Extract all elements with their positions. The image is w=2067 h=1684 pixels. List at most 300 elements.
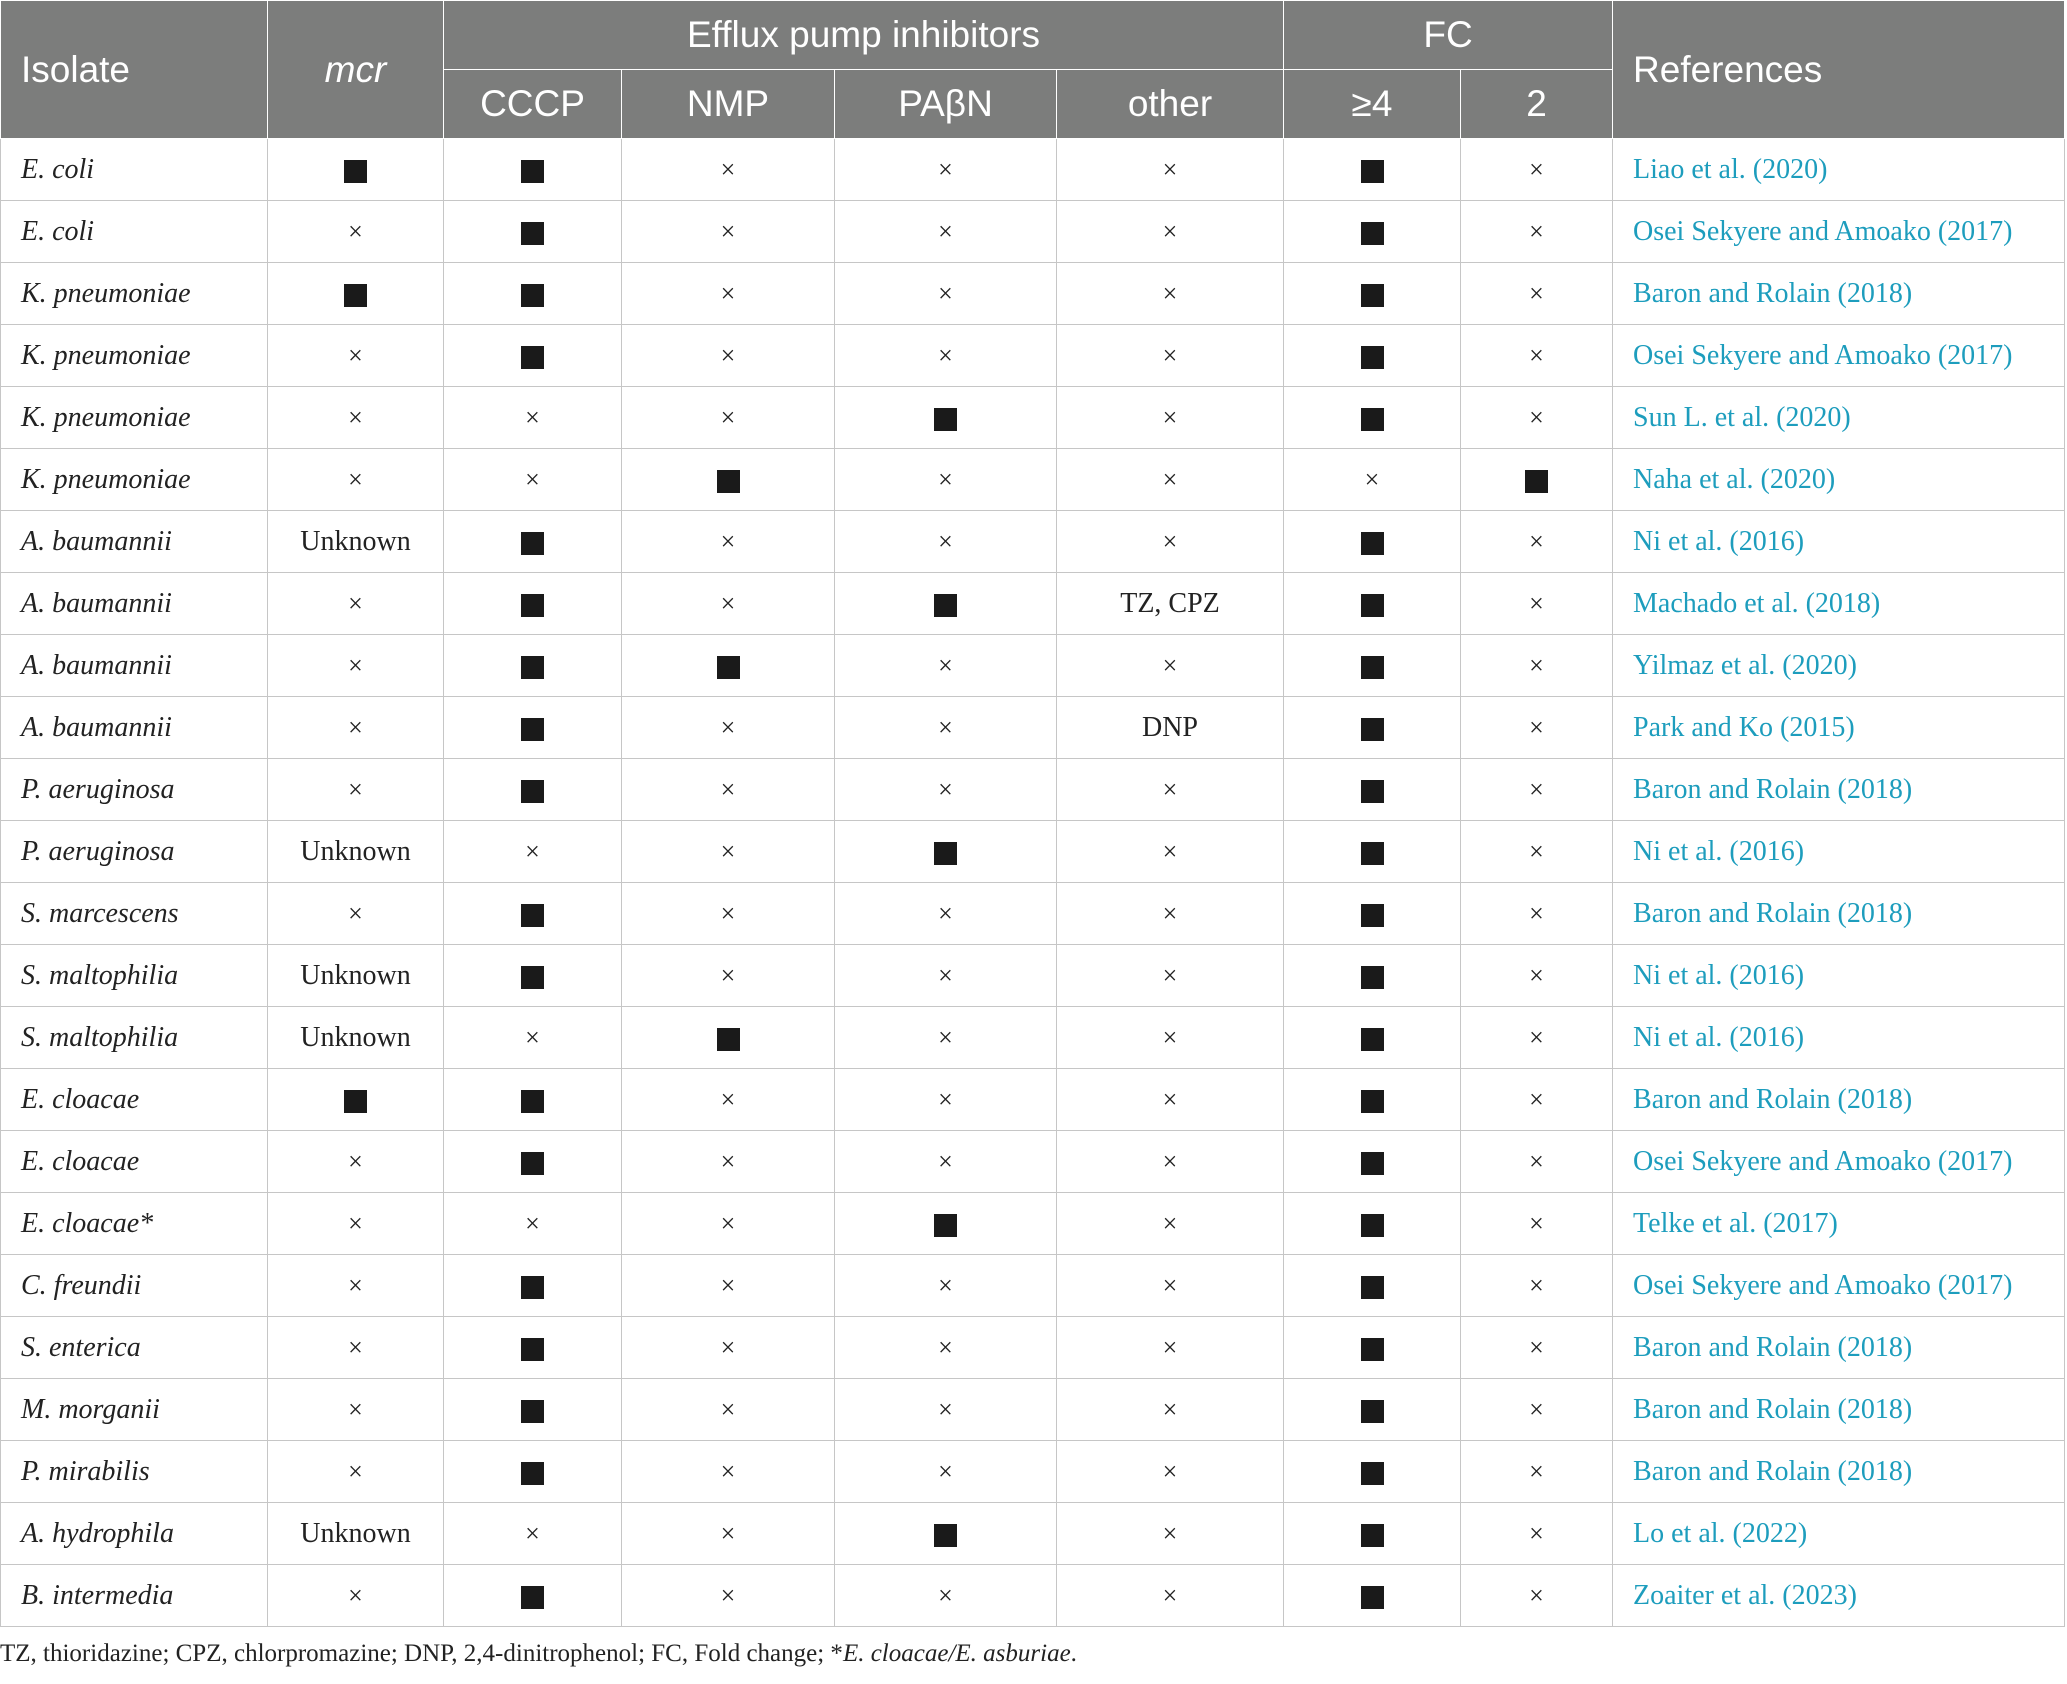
cross-marker: × [348,1456,363,1486]
reference-link[interactable]: Yilmaz et al. (2020) [1633,649,1857,681]
cross-marker: × [1529,1022,1544,1052]
cell-isolate: P. mirabilis [1,1441,268,1503]
cross-marker: × [1162,650,1178,680]
filled-square-marker [1361,1524,1384,1547]
cell-pabn [835,1503,1057,1565]
cell-fc4 [1284,635,1461,697]
cell-text: TZ, CPZ [1120,587,1220,619]
cross-marker: × [720,1518,736,1548]
cell-reference [1613,387,2065,449]
cell-text: Unknown [300,525,411,557]
cell-mcr [268,635,444,697]
filled-square-marker [717,470,740,493]
cross-marker: × [1162,526,1178,556]
table-row [1,387,2065,449]
header-fc: FC [1284,1,1613,70]
filled-square-marker [1361,1276,1384,1299]
cross-marker: × [720,960,736,990]
filled-square-marker [1361,408,1384,431]
filled-square-marker [934,1214,957,1237]
cross-marker: × [938,340,953,370]
cell-cccp [444,635,622,697]
cell-fc2 [1461,821,1613,883]
filled-square-marker [521,904,544,927]
cross-marker: × [1162,836,1178,866]
cell-cccp [444,1379,622,1441]
table-row [1,449,2065,511]
cell-pabn [835,697,1057,759]
filled-square-marker [521,1338,544,1361]
cell-nmp [622,449,835,511]
filled-square-marker [344,1090,367,1113]
cross-marker: × [1162,340,1178,370]
cell-fc2 [1461,1255,1613,1317]
reference-link[interactable]: Ni et al. (2016) [1633,1021,1805,1053]
table-row [1,1131,2065,1193]
reference-link[interactable]: Baron and Rolain (2018) [1633,1393,1913,1425]
cross-marker: × [1162,1332,1178,1362]
cross-marker: × [720,1332,736,1362]
cell-fc4 [1284,1069,1461,1131]
cell-nmp [622,1565,835,1627]
cell-other [1057,759,1284,821]
cell-nmp [622,325,835,387]
cell-pabn [835,1193,1057,1255]
cell-cccp [444,511,622,573]
filled-square-marker [1361,1462,1384,1485]
cross-marker: × [525,1022,540,1052]
cell-isolate: A. baumannii [1,511,268,573]
cross-marker: × [1162,154,1178,184]
filled-square-marker [1361,1214,1384,1237]
reference-link[interactable]: Park and Ko (2015) [1633,711,1855,743]
cell-other [1057,263,1284,325]
filled-square-marker [1361,1028,1384,1051]
table-row [1,821,2065,883]
table-row [1,635,2065,697]
cell-fc4 [1284,883,1461,945]
cell-isolate: A. baumannii [1,635,268,697]
cell-other [1057,1503,1284,1565]
cross-marker: × [1162,1146,1178,1176]
cell-fc2 [1461,1441,1613,1503]
cell-nmp [622,387,835,449]
cross-marker: × [348,774,363,804]
cross-marker: × [348,588,363,618]
cross-marker: × [1162,278,1178,308]
cross-marker: × [1529,526,1544,556]
cell-pabn [835,1565,1057,1627]
cross-marker: × [720,774,736,804]
cell-pabn [835,1007,1057,1069]
cell-pabn [835,1069,1057,1131]
cell-nmp [622,1007,835,1069]
cell-mcr [268,1193,444,1255]
cell-fc4 [1284,759,1461,821]
table-row [1,1255,2065,1317]
cell-isolate: S. maltophilia [1,945,268,1007]
filled-square-marker [521,656,544,679]
filled-square-marker [521,594,544,617]
cell-fc4 [1284,821,1461,883]
cross-marker: × [525,1518,540,1548]
table-row [1,1193,2065,1255]
cell-mcr [268,1379,444,1441]
cross-marker: × [1529,1580,1544,1610]
footnote-italic: E. cloacae/E. asburiae [842,1640,1071,1667]
cell-pabn [835,201,1057,263]
reference-link[interactable]: Baron and Rolain (2018) [1633,897,1913,929]
cell-mcr [268,945,444,1007]
cell-cccp [444,1565,622,1627]
filled-square-marker [1361,160,1384,183]
reference-link[interactable]: Osei Sekyere and Amoako (2017) [1633,1145,2013,1177]
cell-pabn [835,635,1057,697]
cross-marker: × [1529,774,1544,804]
reference-link[interactable]: Machado et al. (2018) [1633,587,1881,619]
cell-mcr [268,1069,444,1131]
reference-link[interactable]: Baron and Rolain (2018) [1633,1455,1913,1487]
cell-other [1057,511,1284,573]
cross-marker: × [525,464,540,494]
cell-fc2 [1461,1193,1613,1255]
cell-pabn [835,1317,1057,1379]
filled-square-marker [344,160,367,183]
cross-marker: × [720,154,736,184]
filled-square-marker [1361,656,1384,679]
table-row [1,1565,2065,1627]
reference-link[interactable]: Telke et al. (2017) [1633,1207,1838,1239]
cell-reference [1613,573,2065,635]
reference-link[interactable]: Zoaiter et al. (2023) [1633,1579,1857,1611]
cell-fc2 [1461,325,1613,387]
filled-square-marker [1361,1338,1384,1361]
cell-fc2 [1461,263,1613,325]
filled-square-marker [521,966,544,989]
cell-reference [1613,1565,2065,1627]
cross-marker: × [1162,402,1178,432]
cell-reference [1613,1069,2065,1131]
table-row [1,1503,2065,1565]
cell-reference [1613,821,2065,883]
cell-cccp [444,263,622,325]
cross-marker: × [1529,340,1544,370]
cell-mcr [268,387,444,449]
cell-fc4 [1284,1255,1461,1317]
filled-square-marker [521,780,544,803]
cross-marker: × [1529,712,1544,742]
filled-square-marker [521,1586,544,1609]
cross-marker: × [938,464,953,494]
cross-marker: × [1162,216,1178,246]
cell-pabn [835,511,1057,573]
cell-cccp [444,573,622,635]
header-fc-2: 2 [1461,70,1613,139]
filled-square-marker [934,842,957,865]
cell-isolate: K. pneumoniae [1,325,268,387]
filled-square-marker [521,222,544,245]
filled-square-marker [1361,780,1384,803]
cell-cccp [444,945,622,1007]
cell-reference [1613,697,2065,759]
cell-mcr [268,1441,444,1503]
cell-pabn [835,945,1057,1007]
cell-nmp [622,759,835,821]
cell-mcr [268,883,444,945]
cell-cccp [444,1255,622,1317]
cell-fc4 [1284,263,1461,325]
reference-link[interactable]: Baron and Rolain (2018) [1633,1331,1913,1363]
cell-fc2 [1461,387,1613,449]
filled-square-marker [521,284,544,307]
cross-marker: × [1529,1208,1544,1238]
cell-cccp [444,1193,622,1255]
cell-isolate: K. pneumoniae [1,387,268,449]
cell-other [1057,1131,1284,1193]
cross-marker: × [1529,898,1544,928]
cell-reference [1613,1317,2065,1379]
cell-pabn [835,449,1057,511]
filled-square-marker [934,594,957,617]
cross-marker: × [1529,1332,1544,1362]
cell-fc2 [1461,1503,1613,1565]
cell-cccp [444,883,622,945]
reference-link[interactable]: Liao et al. (2020) [1633,153,1828,185]
cell-fc4 [1284,945,1461,1007]
cross-marker: × [1162,1022,1178,1052]
cell-isolate: E. cloacae [1,1131,268,1193]
cell-isolate: A. hydrophila [1,1503,268,1565]
reference-link[interactable]: Ni et al. (2016) [1633,835,1805,867]
footnote-end: . [1070,1640,1077,1667]
cell-fc2 [1461,1131,1613,1193]
cell-isolate: S. marcescens [1,883,268,945]
cross-marker: × [525,1208,540,1238]
cell-cccp [444,387,622,449]
cross-marker: × [720,1394,736,1424]
cell-cccp [444,1131,622,1193]
filled-square-marker [521,1090,544,1113]
filled-square-marker [521,532,544,555]
cell-fc2 [1461,759,1613,821]
cross-marker: × [348,464,363,494]
cell-nmp [622,1379,835,1441]
cell-nmp [622,1193,835,1255]
cell-other [1057,1441,1284,1503]
cell-fc4 [1284,1379,1461,1441]
filled-square-marker [934,1524,957,1547]
cell-fc4 [1284,1131,1461,1193]
cell-pabn [835,387,1057,449]
table-row [1,201,2065,263]
cell-mcr [268,449,444,511]
reference-link[interactable]: Osei Sekyere and Amoako (2017) [1633,215,2013,247]
cell-nmp [622,201,835,263]
filled-square-marker [1361,718,1384,741]
table-row [1,1007,2065,1069]
table-row [1,1317,2065,1379]
filled-square-marker [1361,594,1384,617]
reference-link[interactable]: Sun L. et al. (2020) [1633,401,1851,433]
cell-other [1057,325,1284,387]
reference-link[interactable]: Osei Sekyere and Amoako (2017) [1633,1269,2013,1301]
cell-nmp [622,821,835,883]
cell-mcr [268,511,444,573]
filled-square-marker [1361,532,1384,555]
cell-isolate: A. baumannii [1,573,268,635]
cell-nmp [622,511,835,573]
reference-link[interactable]: Naha et al. (2020) [1633,463,1836,495]
table-row [1,945,2065,1007]
cell-pabn [835,139,1057,201]
cross-marker: × [1529,1456,1544,1486]
table-row [1,883,2065,945]
cross-marker: × [938,650,953,680]
cell-reference [1613,1193,2065,1255]
cell-nmp [622,1503,835,1565]
header-efflux-pump-inhibitors: Efflux pump inhibitors [444,1,1284,70]
cell-isolate: K. pneumoniae [1,449,268,511]
cell-mcr [268,759,444,821]
cell-reference [1613,945,2065,1007]
cell-other [1057,139,1284,201]
cross-marker: × [1162,1456,1178,1486]
reference-link[interactable]: Osei Sekyere and Amoako (2017) [1633,339,2013,371]
reference-link[interactable]: Ni et al. (2016) [1633,525,1805,557]
table-body [1,139,2065,1627]
cell-nmp [622,635,835,697]
cross-marker: × [1529,1518,1544,1548]
cell-mcr [268,1317,444,1379]
cell-fc4 [1284,387,1461,449]
cell-reference [1613,635,2065,697]
cross-marker: × [720,1084,736,1114]
cross-marker: × [348,1332,363,1362]
cell-nmp [622,1317,835,1379]
cross-marker: × [720,1146,736,1176]
cell-mcr [268,697,444,759]
cell-mcr [268,139,444,201]
cell-reference [1613,139,2065,201]
cell-nmp [622,945,835,1007]
cross-marker: × [938,1084,953,1114]
cross-marker: × [720,402,736,432]
cell-reference [1613,263,2065,325]
cell-other [1057,883,1284,945]
cross-marker: × [348,402,363,432]
cell-mcr [268,1131,444,1193]
footnote-text: TZ, thioridazine; CPZ, chlorpromazine; DNP, 2,4-dinitrophenol; FC, Fold change; * [0,1640,843,1667]
cross-marker: × [938,526,953,556]
cell-pabn [835,759,1057,821]
cross-marker: × [525,836,540,866]
cell-fc2 [1461,945,1613,1007]
cell-mcr [268,1255,444,1317]
filled-square-marker [1361,222,1384,245]
cell-reference [1613,1255,2065,1317]
filled-square-marker [1361,904,1384,927]
cross-marker: × [1529,1270,1544,1300]
cell-nmp [622,139,835,201]
cross-marker: × [938,1332,953,1362]
cross-marker: × [348,898,363,928]
cross-marker: × [348,1580,363,1610]
cross-marker: × [720,898,736,928]
reference-link[interactable]: Baron and Rolain (2018) [1633,1083,1913,1115]
cell-reference [1613,325,2065,387]
cell-other [1057,1255,1284,1317]
header-row-1 [1,1,2065,70]
table-row [1,759,2065,821]
filled-square-marker [521,718,544,741]
cell-reference [1613,511,2065,573]
cell-pabn [835,325,1057,387]
cell-other [1057,635,1284,697]
cell-other [1057,1193,1284,1255]
filled-square-marker [1361,1152,1384,1175]
cell-other [1057,1565,1284,1627]
cell-isolate: P. aeruginosa [1,821,268,883]
cross-marker: × [938,898,953,928]
cell-pabn [835,1131,1057,1193]
cell-fc2 [1461,201,1613,263]
cross-marker: × [348,650,363,680]
cross-marker: × [720,1456,736,1486]
cross-marker: × [1529,836,1544,866]
cell-other [1057,1007,1284,1069]
cross-marker: × [348,216,363,246]
cell-reference [1613,1007,2065,1069]
cross-marker: × [720,278,736,308]
cell-pabn [835,1379,1057,1441]
filled-square-marker [1361,284,1384,307]
cross-marker: × [1529,154,1544,184]
reference-link[interactable]: Baron and Rolain (2018) [1633,773,1913,805]
reference-link[interactable]: Baron and Rolain (2018) [1633,277,1913,309]
cell-cccp [444,1069,622,1131]
filled-square-marker [344,284,367,307]
header-fc-ge4: ≥4 [1284,70,1461,139]
cell-fc4 [1284,511,1461,573]
cell-pabn [835,263,1057,325]
reference-link[interactable]: Ni et al. (2016) [1633,959,1805,991]
reference-link[interactable]: Lo et al. (2022) [1633,1517,1808,1549]
cross-marker: × [348,1394,363,1424]
cell-fc2 [1461,1379,1613,1441]
cell-mcr [268,1565,444,1627]
filled-square-marker [521,1276,544,1299]
filled-square-marker [521,1152,544,1175]
cell-mcr [268,1503,444,1565]
filled-square-marker [1525,470,1548,493]
cell-cccp [444,1317,622,1379]
cell-cccp [444,201,622,263]
cross-marker: × [938,278,953,308]
cell-reference [1613,1441,2065,1503]
cell-mcr [268,263,444,325]
cross-marker: × [348,1208,363,1238]
cross-marker: × [720,1270,736,1300]
cell-other [1057,573,1284,635]
cell-pabn [835,821,1057,883]
cross-marker: × [938,1456,953,1486]
cell-fc2 [1461,1565,1613,1627]
cross-marker: × [1162,898,1178,928]
cell-nmp [622,1131,835,1193]
cross-marker: × [938,712,953,742]
cell-fc4 [1284,449,1461,511]
cell-nmp [622,263,835,325]
